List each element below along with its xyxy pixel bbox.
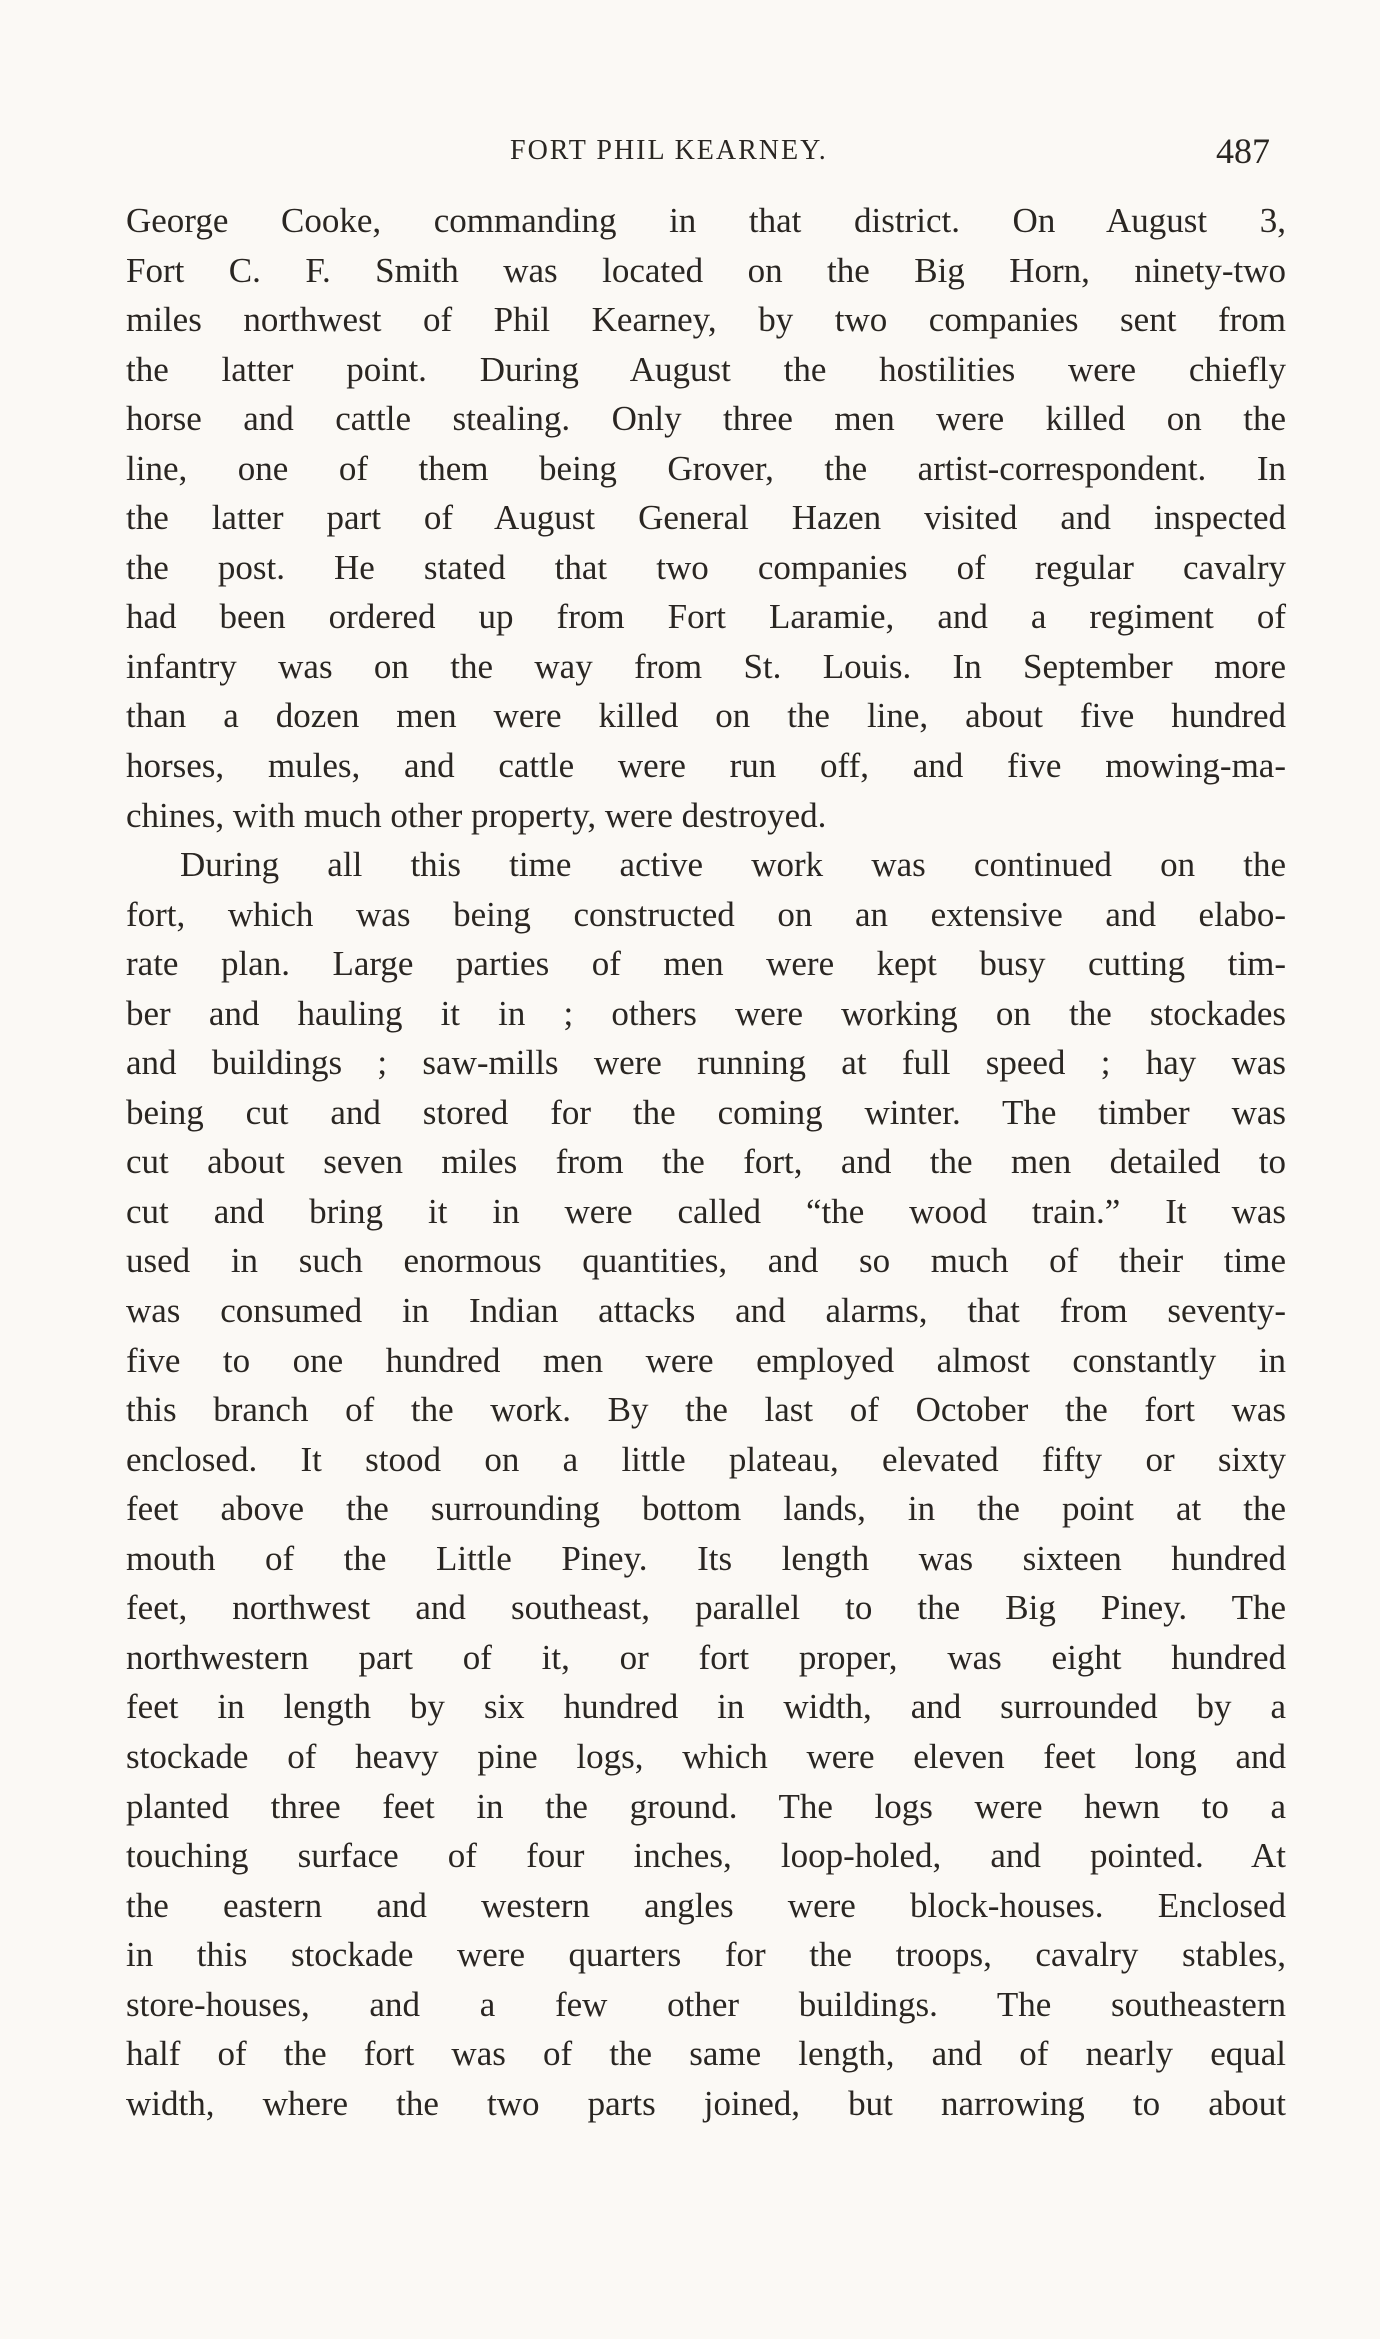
text-line: cut about seven miles from the fort, and the men detailed to bbox=[126, 1142, 1286, 1182]
text-line: chines, with much other property, were destroyed. bbox=[126, 795, 827, 835]
paragraph-2 bbox=[126, 840, 1286, 2128]
text-line: rate plan. Large parties of men were kept busy cutting tim- bbox=[126, 944, 1286, 984]
text-line: in this stockade were quarters for the troops, cavalry stables, bbox=[126, 1935, 1286, 1975]
body-text bbox=[126, 196, 1286, 2128]
text-line: horse and cattle stealing. Only three men were killed on the bbox=[126, 399, 1286, 439]
text-line: used in such enormous quantities, and so much of their time bbox=[126, 1241, 1286, 1281]
page-number: 487 bbox=[1216, 131, 1270, 171]
text-line: half of the fort was of the same length, and of nearly equal bbox=[126, 2034, 1286, 2074]
text-line: ber and hauling it in ; others were working on the stockades bbox=[126, 993, 1286, 1033]
text-line: fort, which was being constructed on an extensive and elabo- bbox=[126, 894, 1286, 934]
text-line: enclosed. It stood on a little plateau, elevated fifty or sixty bbox=[126, 1439, 1286, 1479]
text-line: had been ordered up from Fort Laramie, and a regiment of bbox=[126, 597, 1286, 637]
text-line: five to one hundred men were employed almost constantly in bbox=[126, 1340, 1286, 1380]
text-line: store-houses, and a few other buildings. The southeastern bbox=[126, 1984, 1286, 2024]
text-line: being cut and stored for the coming winter. The timber was bbox=[126, 1092, 1286, 1132]
text-line: was consumed in Indian attacks and alarms, that from seventy- bbox=[126, 1291, 1286, 1331]
text-line: the latter part of August General Hazen visited and inspected bbox=[126, 498, 1286, 538]
text-line: feet in length by six hundred in width, and surrounded by a bbox=[126, 1687, 1286, 1727]
text-line: planted three feet in the ground. The logs were hewn to a bbox=[126, 1786, 1286, 1826]
text-line: feet, northwest and southeast, parallel to the Big Piney. The bbox=[126, 1588, 1286, 1628]
text-line: touching surface of four inches, loop-holed, and pointed. At bbox=[126, 1836, 1286, 1876]
text-line: George Cooke, commanding in that district. On August 3, bbox=[126, 201, 1286, 240]
text-line: feet above the surrounding bottom lands, in the point at the bbox=[126, 1489, 1286, 1529]
text-line: cut and bring it in were called “the wood train.” It was bbox=[126, 1191, 1286, 1231]
running-title: FORT PHIL KEARNEY. bbox=[510, 135, 828, 166]
paragraph-1 bbox=[126, 196, 1286, 840]
text-line: infantry was on the way from St. Louis. In September more bbox=[126, 646, 1286, 686]
text-line: stockade of heavy pine logs, which were eleven feet long and bbox=[126, 1736, 1286, 1776]
text-line: width, where the two parts joined, but narrowing to about bbox=[126, 2083, 1286, 2123]
text-line: line, one of them being Grover, the artist-correspondent. In bbox=[126, 448, 1286, 488]
text-line: miles northwest of Phil Kearney, by two companies sent from bbox=[126, 300, 1286, 340]
text-line: and buildings ; saw-mills were running at full speed ; hay was bbox=[126, 1043, 1286, 1083]
text-line: mouth of the Little Piney. Its length was sixteen hundred bbox=[126, 1538, 1286, 1578]
text-line: the eastern and western angles were block-houses. Enclosed bbox=[126, 1885, 1286, 1925]
text-line: horses, mules, and cattle were run off, and five mowing-ma- bbox=[126, 746, 1286, 786]
text-line: the post. He stated that two companies of regular cavalry bbox=[126, 547, 1286, 587]
text-line: Fort C. F. Smith was located on the Big Horn, ninety-two bbox=[126, 250, 1286, 290]
text-line: than a dozen men were killed on the line, about five hundred bbox=[126, 696, 1286, 736]
text-line: this branch of the work. By the last of October the fort was bbox=[126, 1390, 1286, 1430]
text-line: northwestern part of it, or fort proper, was eight hundred bbox=[126, 1637, 1286, 1677]
running-head bbox=[126, 128, 1286, 174]
text-line: the latter point. During August the hostilities were chiefly bbox=[126, 349, 1286, 389]
text-line: During all this time active work was continued on the bbox=[180, 845, 1286, 885]
